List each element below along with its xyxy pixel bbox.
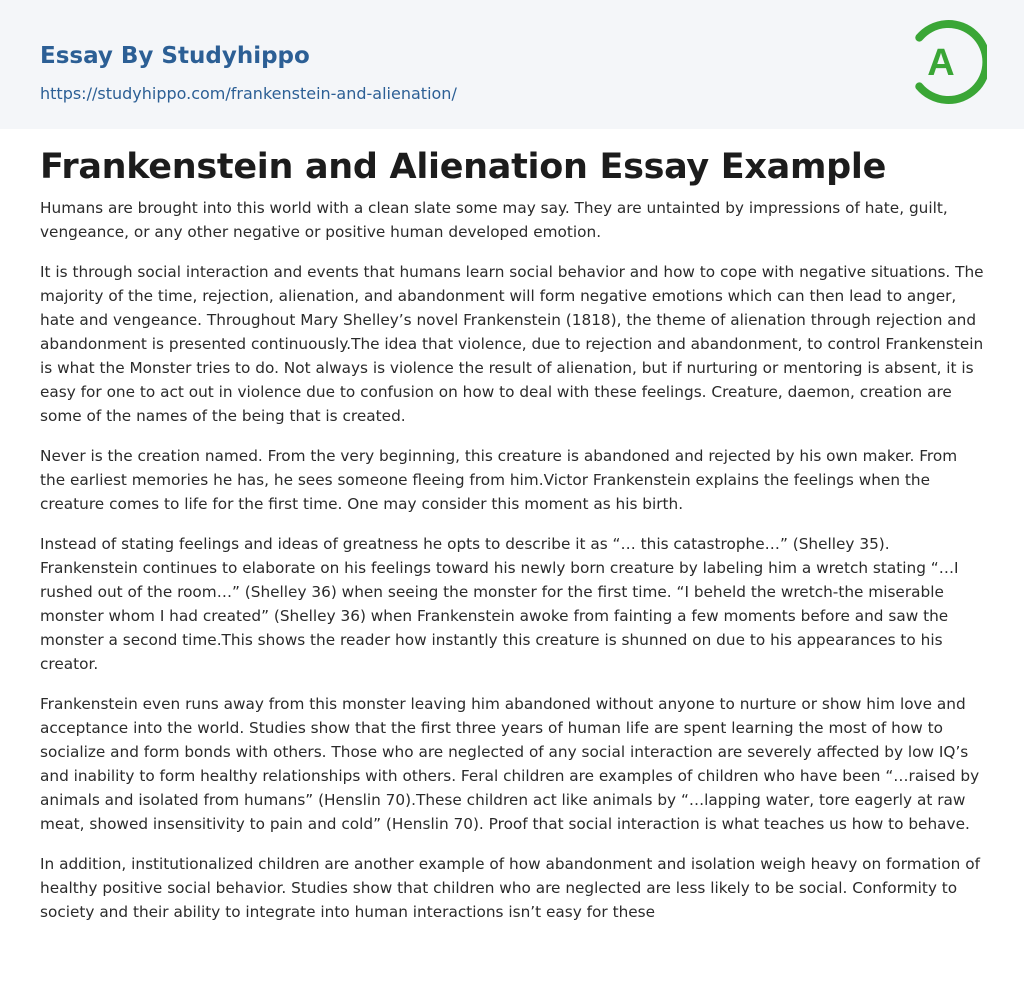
article-paragraph: It is through social interaction and events that humans learn social behavior and how to cope with negative situations. The majority of the time, rejection, alienation, and abandonment will form negative emotions which can then lead to anger, hate and vengeance. Throughout Mary Shelley’s novel Frankenstein (1818), the theme of alienation through rejection and abandonment is presented continuously.The idea that violence, due to rejection and abandonment, to control Frankenstein is what the Monster tries to do. Not always is violence the result of alienation, but if nurturing or mentoring is absent, it is easy for one to act out in violence due to confusion on how to deal with these feelings. Creature, daemon, creation are some of the names of the being that is created.: [40, 263, 984, 425]
article-paragraph: Humans are brought into this world with a clean slate some may say. They are untainted by impressions of hate, guilt, vengeance, or any other negative or positive human developed emotion.: [40, 199, 948, 241]
article-title: Frankenstein and Alienation Essay Example: [40, 147, 887, 187]
article-paragraph: Never is the creation named. From the very beginning, this creature is abandoned and rejected by his own maker. From the earliest memories he has, he sees someone fleeing from him.Victor Frankenstein explains the feelings when the creature comes to life for the first time. One may consider this moment as his birth.: [40, 447, 958, 513]
article: [40, 144, 984, 940]
article-paragraph: Frankenstein even runs away from this monster leaving him abandoned without anyone to nurture or show him love and acceptance into the world. Studies show that the first three years of human life are spent learning the most of how to socialize and form bonds with others. Those who are neglected of any social interaction are severely affected by low IQ’s and inability to form healthy relationships with others. Feral children are examples of children who have been “…raised by animals and isolated from humans” (Henslin 70).These children act like animals by “…lapping water, tore eagerly at raw meat, showed insensitivity to pain and cold” (Henslin 70). Proof that social interaction is what teaches us how to behave.: [40, 695, 980, 833]
article-paragraph: In addition, institutionalized children are another example of how abandonment and isolation weigh heavy on formation of healthy positive social behavior. Studies show that children who are neglected are less likely to be social. Conformity to society and their ability to integrate into human interactions isn’t easy for these: [40, 855, 980, 921]
logo-letter: A: [927, 42, 955, 84]
site-header: [0, 0, 1024, 129]
source-url-link[interactable]: https://studyhippo.com/frankenstein-and-alienation/: [40, 84, 457, 103]
site-brand[interactable]: Essay By Studyhippo: [40, 43, 310, 69]
studyhippo-logo-icon[interactable]: [909, 18, 987, 106]
article-paragraph: Instead of stating feelings and ideas of greatness he opts to describe it as “… this catastrophe…” (Shelley 35). Frankenstein continues to elaborate on his feelings toward his newly born creature by labeling him a wretch stating “…I rushed out of the room…” (Shelley 36) when seeing the monster for the first time. “I beheld the wretch-the miserable monster whom I had created” (Shelley 36) when Frankenstein awoke from fainting a few moments before and saw the monster a second time.This shows the reader how instantly this creature is shunned on due to his appearances to his creator.: [40, 535, 959, 673]
